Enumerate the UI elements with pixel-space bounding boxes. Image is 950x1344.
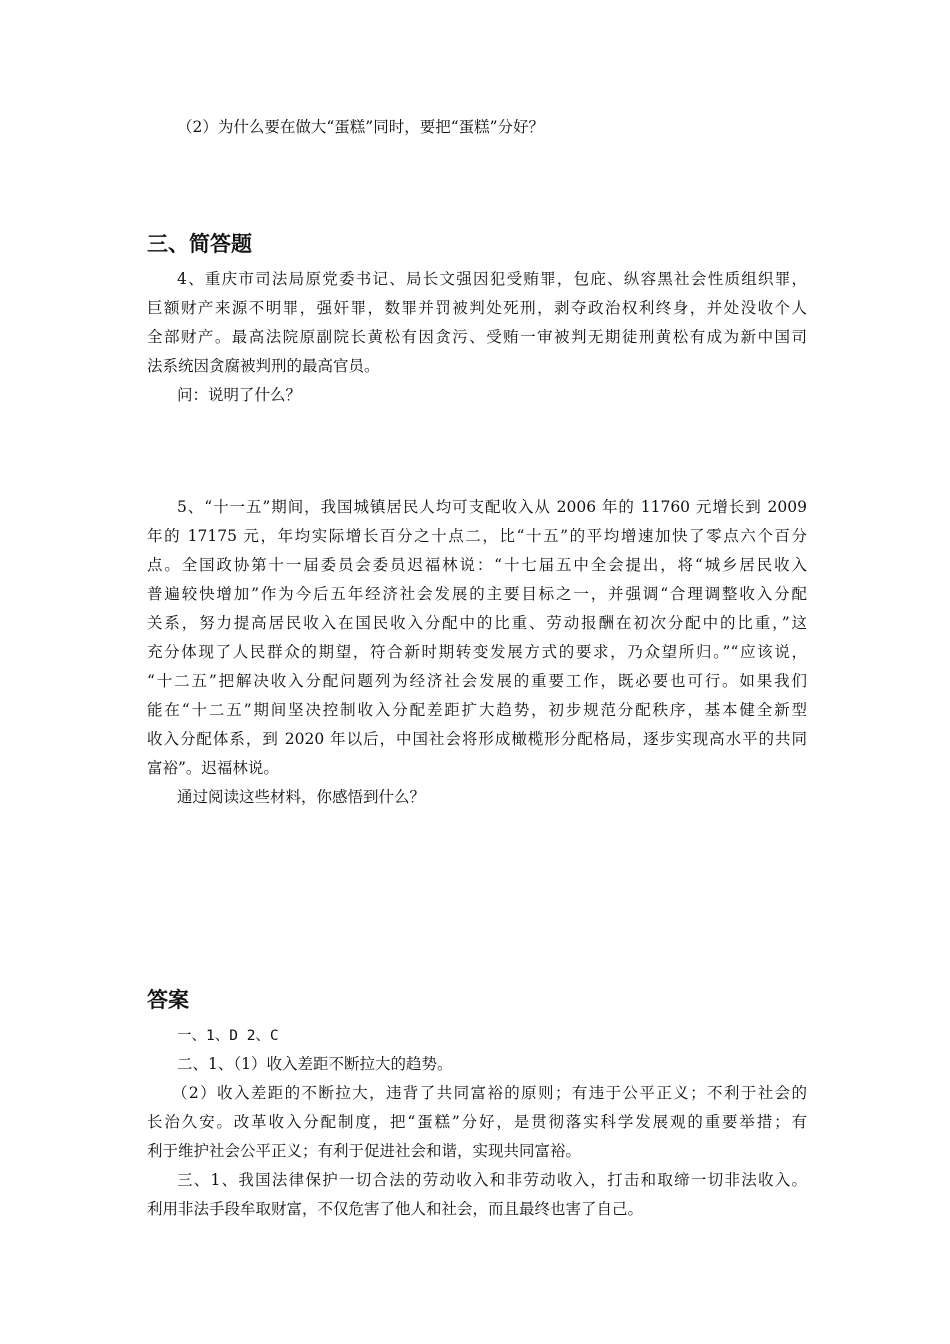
q5-line: 关系，努力提高居民收入在国民收入分配中的比重、劳动报酬在初次分配中的比重，”这 bbox=[147, 614, 807, 632]
q5-line: 能在“十二五”期间坚决控制收入分配差距扩大趋势，初步规范分配秩序，基本健全新型 bbox=[147, 701, 807, 719]
q4-line: 全部财产。最高法院原副院长黄松有因贪污、受贿一审被判无期徒刑黄松有成为新中国司 bbox=[147, 328, 807, 346]
q5-line: 收入分配体系，到 2020 年以后，中国社会将形成橄榄形分配格局，逐步实现高水平的共同 bbox=[147, 730, 807, 748]
q5-line: 点。全国政协第十一届委员会委员迟福林说：“十七届五中全会提出，将“城乡居民收入 bbox=[147, 556, 807, 574]
q5-line: 5、“十一五”期间，我国城镇居民人均可支配收入从 2006 年的 11760 元增长到 2009 bbox=[177, 498, 807, 516]
q4-question: 问：说明了什么？ bbox=[177, 386, 302, 404]
q5-line: 普遍较快增加”作为今后五年经济社会发展的主要目标之一，并强调“合理调整收入分配 bbox=[147, 585, 807, 603]
answer-section-2-part-2-line: （2）收入差距的不断拉大，违背了共同富裕的原则；有违于公平正义；不利于社会的 bbox=[172, 1084, 807, 1102]
q5-line: “十二五”把解决收入分配问题列为经济社会发展的重要工作，既必要也可行。如果我们 bbox=[147, 672, 807, 690]
answer-section-3-line: 三、1、我国法律保护一切合法的劳动收入和非劳动收入，打击和取缔一切非法收入。 bbox=[177, 1171, 807, 1189]
q4-line: 巨额财产来源不明罪，强奸罪，数罪并罚被判处死刑，剥夺政治权利终身，并处没收个人 bbox=[147, 299, 807, 317]
q4-line: 法系统因贪腐被判刑的最高官员。 bbox=[147, 357, 380, 375]
q5-line: 充分体现了人民群众的期望，符合新时期转变发展方式的要求，乃众望所归。”“应该说， bbox=[147, 643, 807, 661]
q5-line: 年的 17175 元，年均实际增长百分之十点二，比“十五”的平均增速加快了零点六个百分 bbox=[147, 527, 807, 545]
answer-section-2-part-1: 二、1、（1）收入差距不断拉大的趋势。 bbox=[177, 1055, 453, 1073]
answer-section-1: 一、1、D 2、C bbox=[177, 1028, 279, 1044]
section-3-heading: 三、简答题 bbox=[147, 232, 252, 256]
answers-heading: 答案 bbox=[147, 988, 189, 1012]
question-2-text: （2）为什么要在做大“蛋糕”同时，要把“蛋糕”分好？ bbox=[177, 118, 545, 136]
q5-line: 富裕”。迟福林说。 bbox=[147, 759, 279, 777]
answer-section-2-part-2-line: 利于维护社会公平正义；有利于促进社会和谐，实现共同富裕。 bbox=[147, 1142, 582, 1160]
answer-section-3-line: 利用非法手段牟取财富，不仅危害了他人和社会，而且最终也害了自己。 bbox=[147, 1200, 644, 1218]
answer-section-2-part-2-line: 长治久安。改革收入分配制度，把“蛋糕”分好，是贯彻落实科学发展观的重要举措；有 bbox=[147, 1113, 807, 1131]
q4-line: 4、重庆市司法局原党委书记、局长文强因犯受贿罪，包庇、纵容黑社会性质组织罪， bbox=[177, 270, 807, 288]
q5-question: 通过阅读这些材料，你感悟到什么？ bbox=[177, 788, 426, 806]
